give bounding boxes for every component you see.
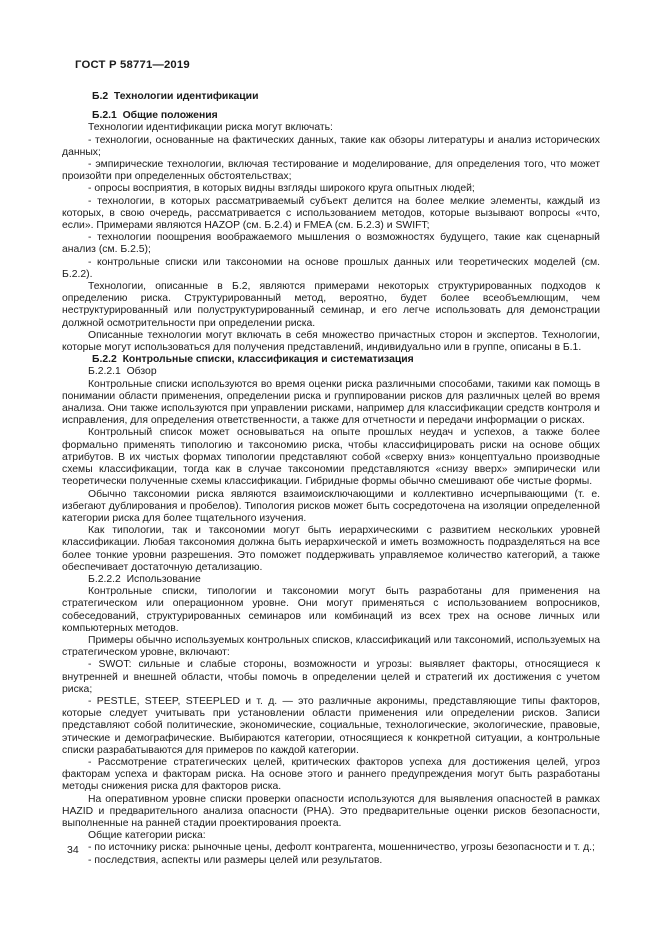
paragraph: Как типологии, так и таксономии могут быть иерархическими с развитием нескольких уровней классификации. Любая таксономия должна быть иерархической и иметь возможность подразделяться на все более тонкие уровни разрешения. Это поможет поддерживать управляемое количество категорий, а также обеспечивает достаточную детализацию. — [62, 525, 600, 573]
section-heading: Б.2.1 Общие положения — [92, 110, 218, 122]
paragraph: Общие категории риска: — [88, 830, 206, 842]
paragraph: Контрольные списки используются во время оценки риска различными способами, такими как помощь в понимании области применения, определении риска и группировании рисков для различных целей во время анализа. Они также используются при управлении рисками, например для классификации средств контроля и исправления, для определения ответственности, а также для отчетности и передачи информации о рисках. — [62, 378, 600, 427]
list-item: - SWOT: сильные и слабые стороны, возможности и угрозы: выявляет факторы, относящиеся к внутренней и внешней области, чтобы помочь в определении целей и стратегий их достижения с учетом риска; — [62, 659, 600, 695]
section-heading: Б.2.2 Контрольные списки, классификация и систематизация — [92, 354, 414, 366]
paragraph: На оперативном уровне списки проверки опасности используются для выявления опасностей в рамках HAZID и предварительного анализа опасности (PHA). Это предварительные оценки рисков безопасности, выполненные на ранней стадии проектирования проекта. — [62, 793, 600, 829]
list-item: - эмпирические технологии, включая тестирование и моделирование, для определения того, что может произойти при определенных обстоятельствах; — [62, 159, 600, 183]
list-item: - последствия, аспекты или размеры целей или результатов. — [88, 854, 383, 866]
list-item: - контрольные списки или таксономии на основе прошлых данных или теоретических моделей (см. Б.2.2). — [62, 256, 600, 280]
paragraph: Контрольный список может основываться на опыте прошлых неудач и успехов, а также более формально применять типологию и таксономию риска, чтобы классифицировать риски на основе общих атрибутов. В их чистых формах типологии представляют собой «сверху вниз» концептуально производные схемы классификации, тогда как в случае таксономии представляются «снизу вверх» эмпирически или теоретически полученные схемы классификации. Гибридные формы обычно смешивают обе чистые формы. — [62, 427, 600, 488]
paragraph: Примеры обычно используемых контрольных списков, классификаций или таксономий, используемых на стратегическом уровне, включают: — [62, 634, 600, 659]
list-item: - PESTLE, STEEP, STEEPLED и т. д. — это различные акронимы, представляющие типы факторов, которые следует учитывать при установлении области применения или определении рисков. Записи представляют собой политические, экономические, социальные, технологические, экологические, правовые, этические и демографические. Выбираются категории, относящиеся к конкретной ситуации, а контрольные списки разрабатываются для примеров по каждой категории. — [62, 695, 600, 756]
running-header: ГОСТ Р 58771—2019 — [75, 59, 190, 71]
paragraph: Технологии идентификации риска могут включать: — [88, 122, 333, 134]
paragraph: Обычно таксономии риска являются взаимоисключающими и коллективно исчерпывающими (т. е. избегают дублирования и пробелов). Типология рисков может быть сосредоточена на изоляции определенной категории риска для более тщательного изучения. — [62, 488, 600, 524]
list-item: - технологии, основанные на фактических данных, такие как обзоры литературы и анализ исторических данных; — [62, 134, 600, 158]
list-item: - Рассмотрение стратегических целей, критических факторов успеха для достижения целей, угроз факторам успеха и факторам риска. На основе этого и раннего предупреждения могут быть разработаны методы снижения риска для факторов риска. — [62, 756, 600, 793]
list-item: - по источнику риска: рыночные цены, дефолт контрагента, мошенничество, угрозы безопасности и т. д.; — [88, 842, 595, 854]
document-body — [62, 91, 600, 867]
paragraph: Б.2.2.2 Использование — [88, 573, 201, 585]
list-item: - опросы восприятия, в которых видны взгляды широкого круга опытных людей; — [88, 183, 475, 195]
paragraph: Технологии, описанные в Б.2, являются примерами некоторых структурированных подходов к определению риска. Структурированный метод, вероятно, будет более всеобъемлющим, чем неструктурированный или полуструктурированный семинар, и его легче использовать для демонстрации должной осмотрительности при определении риска. — [62, 281, 600, 329]
paragraph: Описанные технологии могут включать в себя множество причастных сторон и экспертов. Технологии, которые могут использоваться для получения представлений, индивидуально или в группе, описаны в Б.1. — [62, 329, 600, 354]
paragraph: Б.2.2.1 Обзор — [88, 366, 157, 378]
section-heading: Б.2 Технологии идентификации — [92, 91, 259, 102]
list-item: - технологии, в которых рассматриваемый субъект делится на более мелкие элементы, каждый из которых, в свою очередь, рассматривается с использованием методов, которые вызывают вопросы «что, если». Примерами являются HAZOP (см. Б.2.4) и FMEA (см. Б.2.3) и SWIFT; — [62, 195, 600, 232]
page-number: 34 — [67, 844, 79, 856]
paragraph: Контрольные списки, типологии и таксономии могут быть разработаны для применения на стратегическом или операционном уровне. Они могут применяться с использованием вопросников, собеседований, структурированных семинаров или комбинаций из всех трех на основе личных или компьютерных методов. — [62, 586, 600, 634]
list-item: - технологии поощрения воображаемого мышления о возможностях будущего, такие как сценарный анализ (см. Б.2.5); — [62, 232, 600, 256]
